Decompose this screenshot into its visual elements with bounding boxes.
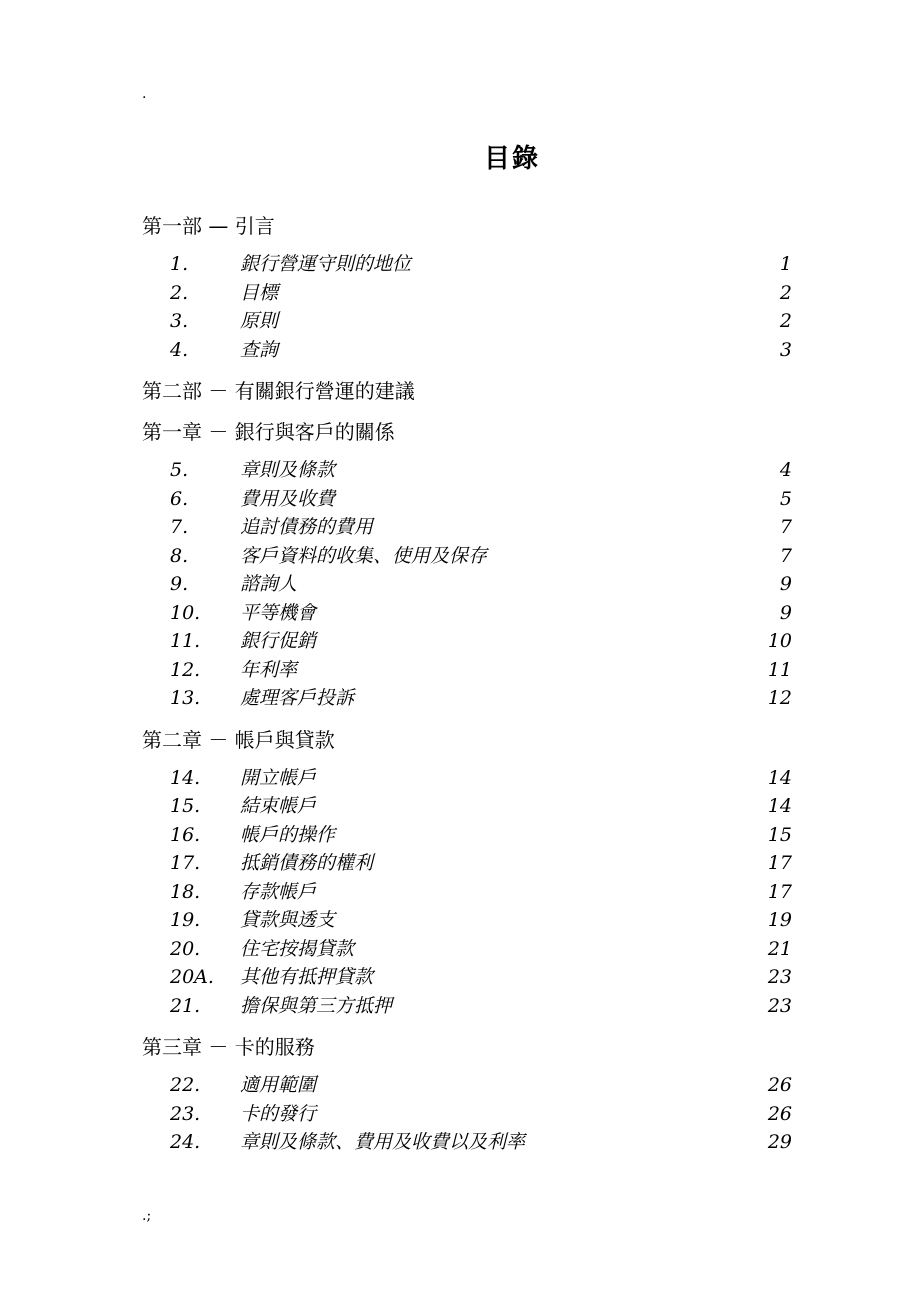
entry-label: 平等機會 bbox=[240, 601, 317, 624]
entry-number: 16. bbox=[170, 823, 201, 846]
entry-number: 8. bbox=[170, 544, 189, 567]
section-heading: 第二章 － 帳戶與貸款 bbox=[142, 727, 335, 752]
entry-number: 11. bbox=[170, 630, 201, 652]
entry-number: 5. bbox=[170, 459, 189, 481]
entry-label: 追討債務的費用 bbox=[240, 516, 374, 538]
entry-page-number: 23 bbox=[767, 994, 792, 1017]
entry-label: 銀行促銷 bbox=[240, 630, 317, 652]
page-top-mark: . bbox=[142, 86, 147, 102]
entry-number: 3. bbox=[170, 310, 189, 332]
entry-page-number: 7 bbox=[779, 516, 792, 538]
entry-page-number: 11 bbox=[767, 658, 792, 681]
toc-entry[interactable] bbox=[142, 992, 792, 1021]
entry-page-number: 5 bbox=[779, 487, 792, 510]
entry-page-number: 29 bbox=[767, 1131, 792, 1153]
entry-page-number: 21 bbox=[767, 937, 792, 960]
toc-section bbox=[142, 418, 792, 713]
toc-entry[interactable] bbox=[142, 963, 792, 992]
toc-entry[interactable] bbox=[142, 485, 792, 514]
toc-entry[interactable] bbox=[142, 1100, 792, 1129]
entry-number: 19. bbox=[170, 909, 201, 931]
toc-entry[interactable] bbox=[142, 684, 792, 713]
entry-page-number: 2 bbox=[779, 281, 792, 304]
entry-page-number: 26 bbox=[767, 1074, 792, 1096]
entry-page-number: 15 bbox=[767, 823, 792, 846]
entry-number: 14. bbox=[170, 766, 201, 789]
entry-label: 帳戶的操作 bbox=[240, 823, 336, 846]
toc-entry[interactable] bbox=[142, 250, 792, 279]
entry-label: 結束帳戶 bbox=[240, 795, 317, 817]
entry-label: 年利率 bbox=[240, 658, 298, 681]
entry-page-number: 26 bbox=[767, 1102, 792, 1125]
entry-number: 10. bbox=[170, 601, 201, 624]
entry-page-number: 7 bbox=[779, 544, 792, 567]
entry-number: 21. bbox=[170, 994, 201, 1017]
entry-label: 章則及條款 bbox=[240, 459, 336, 481]
toc-entry[interactable] bbox=[142, 1071, 792, 1100]
toc-entry[interactable] bbox=[142, 849, 792, 878]
entry-number: 20. bbox=[170, 937, 201, 960]
entry-number: 4. bbox=[170, 338, 189, 361]
entry-page-number: 3 bbox=[779, 338, 792, 361]
entry-page-number: 10 bbox=[767, 630, 792, 652]
entry-page-number: 1 bbox=[779, 253, 792, 275]
entry-number: 23. bbox=[170, 1102, 201, 1125]
entry-number: 7. bbox=[170, 516, 189, 538]
toc-entry[interactable] bbox=[142, 336, 792, 365]
entry-label: 客戶資料的收集、使用及保存 bbox=[240, 544, 488, 567]
entry-page-number: 19 bbox=[767, 909, 792, 931]
entry-number: 12. bbox=[170, 658, 201, 681]
entry-page-number: 14 bbox=[767, 795, 792, 817]
toc-entry[interactable] bbox=[142, 792, 792, 821]
entry-label: 住宅按揭貸款 bbox=[240, 937, 355, 960]
entry-label: 開立帳戶 bbox=[240, 766, 317, 789]
toc-entry[interactable] bbox=[142, 279, 792, 308]
toc-entry[interactable] bbox=[142, 456, 792, 485]
toc-entry[interactable] bbox=[142, 656, 792, 685]
toc-entry[interactable] bbox=[142, 627, 792, 656]
toc-entry[interactable] bbox=[142, 570, 792, 599]
entry-number: 17. bbox=[170, 852, 201, 874]
entry-number: 22. bbox=[170, 1074, 201, 1096]
entry-page-number: 23 bbox=[767, 966, 792, 988]
toc-entry[interactable] bbox=[142, 307, 792, 336]
toc-entry-list bbox=[142, 456, 792, 713]
entry-label: 章則及條款、費用及收費以及利率 bbox=[240, 1131, 526, 1153]
entry-label: 存款帳戶 bbox=[240, 880, 317, 903]
toc-entry[interactable] bbox=[142, 764, 792, 793]
entry-label: 抵銷債務的權利 bbox=[240, 852, 374, 874]
entry-label: 諮詢人 bbox=[240, 573, 298, 595]
entry-label: 適用範圍 bbox=[240, 1074, 317, 1096]
entry-page-number: 12 bbox=[767, 687, 792, 709]
entry-page-number: 4 bbox=[779, 459, 792, 481]
section-heading: 第一章 － 銀行與客戶的關係 bbox=[142, 420, 395, 444]
entry-number: 2. bbox=[170, 281, 189, 304]
section-heading: 第一部 — 引言 bbox=[142, 214, 275, 238]
section-heading: 第二部 － 有關銀行營運的建議 bbox=[142, 379, 415, 403]
toc-entry[interactable] bbox=[142, 599, 792, 628]
entry-label: 目標 bbox=[240, 281, 279, 304]
entry-number: 9. bbox=[170, 573, 189, 595]
entry-label: 查詢 bbox=[240, 338, 279, 361]
toc-entry[interactable] bbox=[142, 935, 792, 964]
entry-number: 15. bbox=[170, 795, 201, 817]
entry-page-number: 9 bbox=[779, 573, 792, 595]
entry-page-number: 2 bbox=[779, 310, 792, 332]
entry-page-number: 17 bbox=[767, 852, 792, 874]
toc-entry[interactable] bbox=[142, 542, 792, 571]
entry-number: 20A. bbox=[170, 966, 214, 988]
toc-section bbox=[142, 212, 792, 364]
page-title: 目錄 bbox=[483, 144, 540, 174]
entry-page-number: 17 bbox=[767, 880, 792, 903]
entry-label: 貸款與透支 bbox=[240, 909, 336, 931]
toc-entry-list bbox=[142, 764, 792, 1021]
entry-number: 24. bbox=[170, 1131, 201, 1153]
toc-entry[interactable] bbox=[142, 1128, 792, 1157]
toc-entry[interactable] bbox=[142, 878, 792, 907]
entry-label: 擔保與第三方抵押 bbox=[240, 994, 393, 1017]
entry-page-number: 9 bbox=[779, 601, 792, 624]
entry-number: 13. bbox=[170, 687, 201, 709]
entry-number: 6. bbox=[170, 487, 189, 510]
entry-label: 費用及收費 bbox=[240, 487, 336, 510]
table-of-contents bbox=[142, 212, 792, 1170]
toc-section bbox=[142, 726, 792, 1021]
toc-entry-list bbox=[142, 1071, 792, 1157]
entry-page-number: 14 bbox=[767, 766, 792, 789]
entry-label: 卡的發行 bbox=[240, 1102, 317, 1125]
entry-number: 18. bbox=[170, 880, 201, 903]
entry-label: 原則 bbox=[240, 310, 279, 332]
toc-section bbox=[142, 1033, 792, 1157]
toc-section bbox=[142, 377, 792, 405]
entry-label: 其他有抵押貸款 bbox=[240, 966, 374, 988]
toc-entry[interactable] bbox=[142, 906, 792, 935]
toc-entry[interactable] bbox=[142, 821, 792, 850]
entry-label: 處理客戶投訴 bbox=[240, 687, 355, 709]
toc-entry[interactable] bbox=[142, 513, 792, 542]
page-bottom-mark: .; bbox=[142, 1208, 152, 1224]
entry-number: 1. bbox=[170, 253, 189, 275]
entry-label: 銀行營運守則的地位 bbox=[240, 253, 412, 275]
section-heading: 第三章 － 卡的服務 bbox=[142, 1035, 315, 1059]
toc-entry-list bbox=[142, 250, 792, 364]
